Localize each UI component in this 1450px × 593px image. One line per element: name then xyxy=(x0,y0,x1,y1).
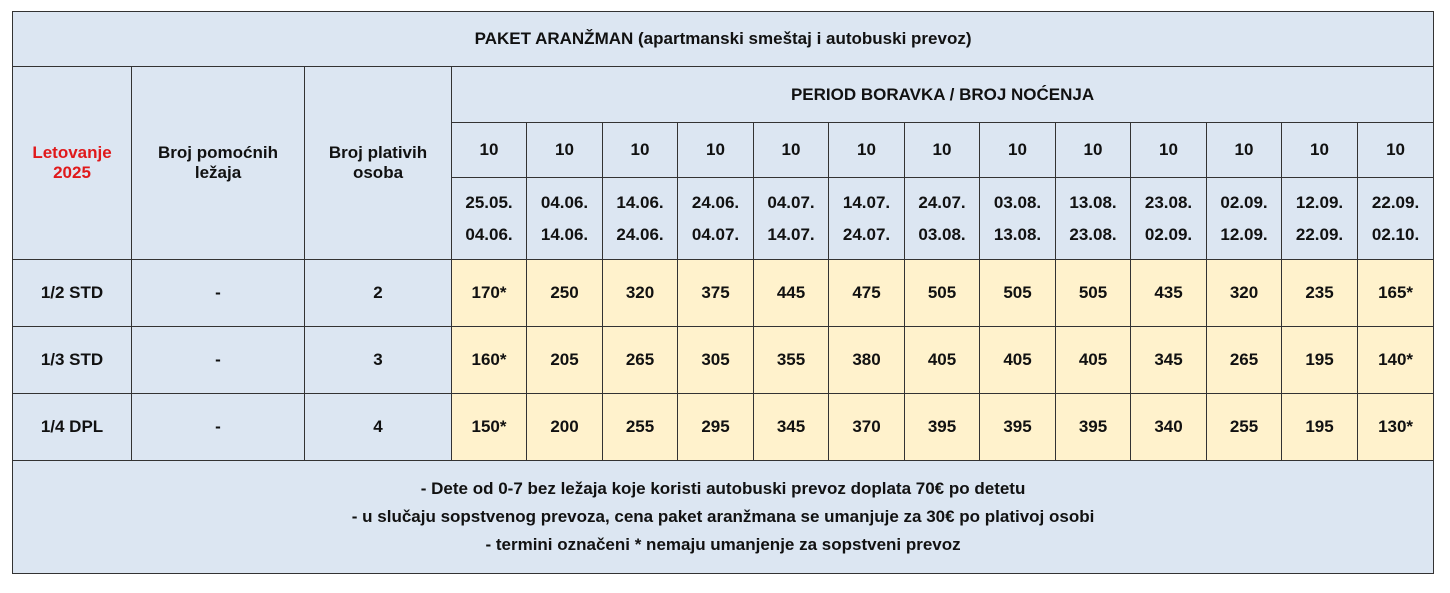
price-cell: 435 xyxy=(1131,260,1207,327)
date-range-cell xyxy=(1056,178,1131,260)
price-cell: 235 xyxy=(1282,260,1358,327)
date-range-cell xyxy=(603,178,678,260)
date-range-cell xyxy=(1131,178,1207,260)
extra-beds-cell: - xyxy=(132,260,305,327)
date-from: 14.06. xyxy=(616,192,664,212)
price-cell: 265 xyxy=(1207,327,1282,394)
price-cell: 475 xyxy=(829,260,905,327)
extra-beds-cell: - xyxy=(132,327,305,394)
price-cell: 250 xyxy=(527,260,603,327)
extra-beds-header-line1: Broj pomoćnih xyxy=(158,143,278,162)
date-range-cell xyxy=(452,178,527,260)
season-year: 2025 xyxy=(53,163,91,182)
table-title: PAKET ARANŽMAN (apartmanski smeštaj i autobuski prevoz) xyxy=(13,12,1434,67)
price-cell: 405 xyxy=(1056,327,1131,394)
room-type-cell: 1/4 DPL xyxy=(13,394,132,461)
date-from: 22.09. xyxy=(1371,192,1420,212)
nights-cell: 10 xyxy=(980,123,1056,178)
price-cell: 305 xyxy=(678,327,754,394)
date-to: 02.10. xyxy=(1371,224,1420,244)
table-row xyxy=(13,260,1434,327)
date-from: 14.07. xyxy=(842,192,891,212)
paying-persons-cell: 3 xyxy=(305,327,452,394)
room-type-cell: 1/3 STD xyxy=(13,327,132,394)
price-cell: 395 xyxy=(980,394,1056,461)
price-cell: 195 xyxy=(1282,394,1358,461)
price-cell: 320 xyxy=(603,260,678,327)
date-range-cell xyxy=(678,178,754,260)
price-cell: 345 xyxy=(1131,327,1207,394)
price-cell: 205 xyxy=(527,327,603,394)
price-cell: 340 xyxy=(1131,394,1207,461)
price-cell: 195 xyxy=(1282,327,1358,394)
date-from: 04.06. xyxy=(540,192,589,212)
date-to: 24.07. xyxy=(842,224,891,244)
price-cell: 345 xyxy=(754,394,829,461)
paying-persons-header-line2: osoba xyxy=(352,163,404,182)
period-header: PERIOD BORAVKA / BROJ NOĆENJA xyxy=(452,67,1434,123)
price-cell: 505 xyxy=(980,260,1056,327)
price-cell: 140* xyxy=(1358,327,1434,394)
nights-cell: 10 xyxy=(1207,123,1282,178)
date-to: 04.06. xyxy=(465,224,513,244)
price-cell: 255 xyxy=(603,394,678,461)
season-header xyxy=(13,67,132,260)
nights-cell: 10 xyxy=(603,123,678,178)
date-from: 13.08. xyxy=(1069,192,1117,212)
nights-cell: 10 xyxy=(1056,123,1131,178)
price-table xyxy=(12,11,1434,574)
date-from: 23.08. xyxy=(1144,192,1193,212)
note-line: - Dete od 0-7 bez ležaja koje koristi autobuski prevoz doplata 70€ po detetu xyxy=(420,479,1026,498)
price-cell: 505 xyxy=(905,260,980,327)
nights-cell: 10 xyxy=(527,123,603,178)
price-cell: 255 xyxy=(1207,394,1282,461)
date-to: 03.08. xyxy=(918,224,966,244)
price-cell: 265 xyxy=(603,327,678,394)
date-to: 24.06. xyxy=(616,224,664,244)
date-from: 24.07. xyxy=(918,192,966,212)
date-to: 14.07. xyxy=(767,224,815,244)
price-cell: 165* xyxy=(1358,260,1434,327)
table-row xyxy=(13,327,1434,394)
date-to: 14.06. xyxy=(540,224,589,244)
date-from: 03.08. xyxy=(993,192,1042,212)
nights-cell: 10 xyxy=(1282,123,1358,178)
date-range-cell xyxy=(1282,178,1358,260)
price-cell: 505 xyxy=(1056,260,1131,327)
date-to: 22.09. xyxy=(1295,224,1344,244)
table-row xyxy=(13,394,1434,461)
price-cell: 380 xyxy=(829,327,905,394)
date-from: 12.09. xyxy=(1295,192,1344,212)
date-to: 12.09. xyxy=(1220,224,1268,244)
season-label: Letovanje xyxy=(32,143,112,162)
note-line: - termini označeni * nemaju umanjenje za sopstveni prevoz xyxy=(485,535,961,554)
paying-persons-cell: 4 xyxy=(305,394,452,461)
price-cell: 355 xyxy=(754,327,829,394)
date-range-cell xyxy=(754,178,829,260)
paying-persons-header-line1: Broj plativih xyxy=(328,143,428,162)
date-to: 04.07. xyxy=(691,224,740,244)
date-range-cell xyxy=(980,178,1056,260)
price-cell: 375 xyxy=(678,260,754,327)
price-cell: 405 xyxy=(905,327,980,394)
date-range-cell xyxy=(905,178,980,260)
date-range-cell xyxy=(1207,178,1282,260)
room-type-cell: 1/2 STD xyxy=(13,260,132,327)
nights-cell: 10 xyxy=(452,123,527,178)
price-cell: 160* xyxy=(452,327,527,394)
price-cell: 395 xyxy=(1056,394,1131,461)
nights-cell: 10 xyxy=(829,123,905,178)
date-to: 02.09. xyxy=(1144,224,1193,244)
date-from: 24.06. xyxy=(691,192,740,212)
nights-cell: 10 xyxy=(1358,123,1434,178)
paying-persons-header xyxy=(305,67,452,260)
price-cell: 200 xyxy=(527,394,603,461)
price-cell: 295 xyxy=(678,394,754,461)
date-range-cell xyxy=(829,178,905,260)
date-to: 13.08. xyxy=(993,224,1042,244)
extra-beds-cell: - xyxy=(132,394,305,461)
nights-cell: 10 xyxy=(905,123,980,178)
date-range-cell xyxy=(1358,178,1434,260)
nights-cell: 10 xyxy=(1131,123,1207,178)
date-from: 02.09. xyxy=(1220,192,1268,212)
price-cell: 370 xyxy=(829,394,905,461)
date-to: 23.08. xyxy=(1069,224,1117,244)
price-cell: 395 xyxy=(905,394,980,461)
date-from: 25.05. xyxy=(465,192,513,212)
date-range-cell xyxy=(527,178,603,260)
paying-persons-cell: 2 xyxy=(305,260,452,327)
date-from: 04.07. xyxy=(767,192,815,212)
notes xyxy=(13,461,1434,574)
price-cell: 320 xyxy=(1207,260,1282,327)
price-cell: 130* xyxy=(1358,394,1434,461)
price-cell: 405 xyxy=(980,327,1056,394)
nights-cell: 10 xyxy=(678,123,754,178)
nights-cell: 10 xyxy=(754,123,829,178)
price-cell: 150* xyxy=(452,394,527,461)
note-line: - u slučaju sopstvenog prevoza, cena paket aranžmana se umanjuje za 30€ po plativoj osobi xyxy=(351,507,1095,526)
price-cell: 445 xyxy=(754,260,829,327)
extra-beds-header-line2: ležaja xyxy=(194,163,242,182)
extra-beds-header xyxy=(132,67,305,260)
price-cell: 170* xyxy=(452,260,527,327)
